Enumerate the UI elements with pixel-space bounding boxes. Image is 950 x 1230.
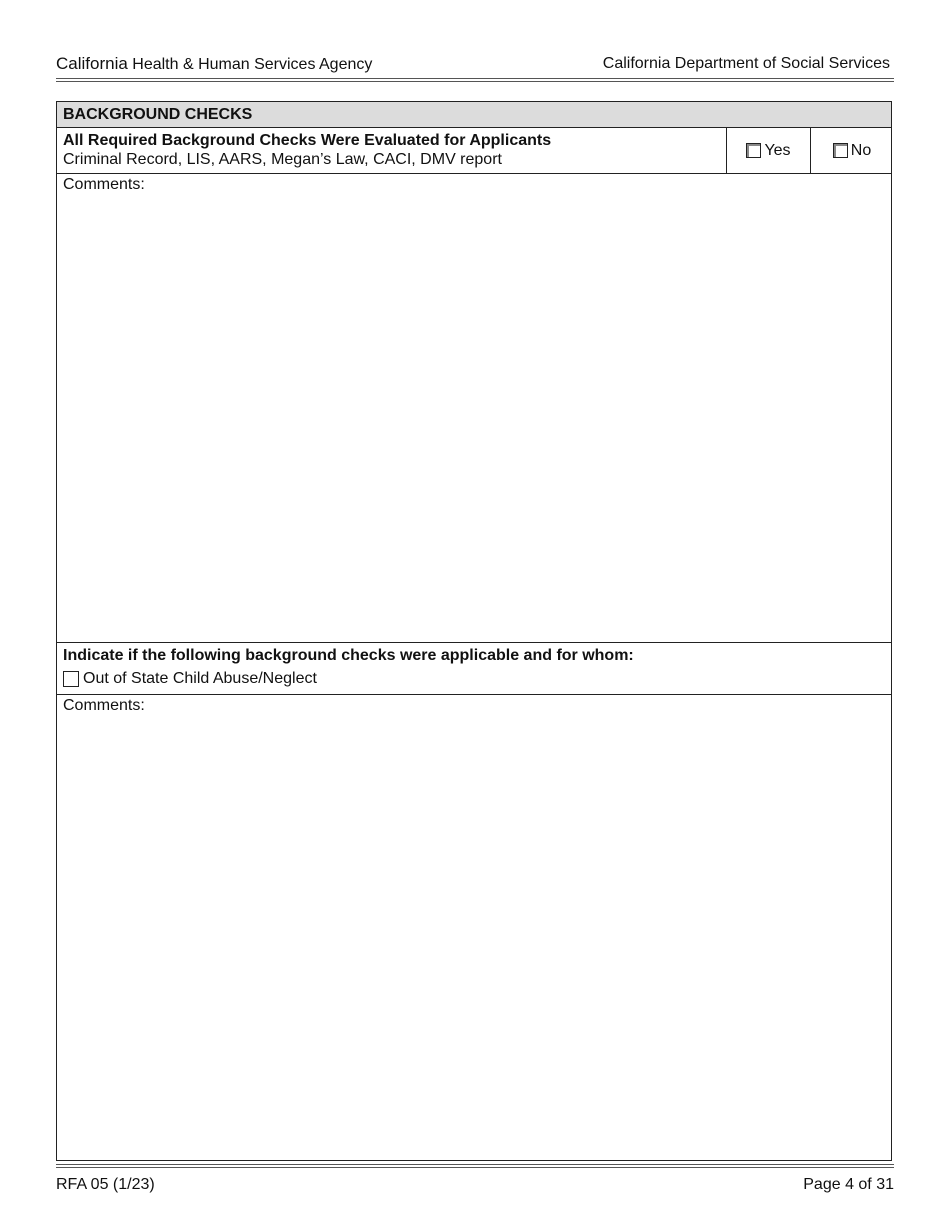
no-checkbox[interactable]	[833, 143, 848, 158]
comments-field-2[interactable]	[57, 695, 891, 1160]
page-number: Page 4 of 31	[803, 1176, 894, 1193]
yes-option[interactable]	[726, 128, 810, 173]
comments-label-1: Comments:	[63, 176, 145, 193]
no-option[interactable]	[810, 128, 893, 173]
department-name: California Department of Social Services	[602, 55, 890, 72]
out-of-state-checkbox[interactable]	[63, 671, 79, 687]
out-of-state-label: Out of State Child Abuse/Neglect	[83, 670, 317, 687]
section-title: BACKGROUND CHECKS	[57, 102, 891, 128]
out-of-state-option[interactable]	[63, 670, 317, 688]
page-header	[56, 53, 890, 75]
comments-field-1[interactable]	[57, 174, 891, 643]
form-id: RFA 05 (1/23)	[56, 1176, 155, 1193]
required-checks-list: Criminal Record, LIS, AARS, Megan’s Law, CACI, DMV report	[63, 151, 502, 168]
agency-name-rest: Health & Human Services Agency	[127, 56, 373, 73]
footer-divider-top	[56, 1164, 894, 1165]
yes-checkbox[interactable]	[746, 143, 761, 158]
no-label: No	[850, 141, 872, 159]
footer-divider-bottom	[56, 1167, 894, 1168]
header-divider-bottom	[56, 81, 894, 82]
background-checks-form	[56, 101, 892, 1161]
agency-name-state: California	[56, 54, 128, 73]
required-checks-title: All Required Background Checks Were Evaluated for Applicants	[63, 132, 552, 149]
applicable-checks-row	[57, 643, 891, 695]
required-checks-row	[57, 128, 891, 174]
required-checks-description	[63, 131, 551, 169]
agency-name	[56, 53, 372, 76]
applicable-checks-title: Indicate if the following background checks were applicable and for whom:	[63, 647, 634, 664]
header-divider-top	[56, 78, 894, 79]
comments-label-2: Comments:	[63, 697, 145, 714]
yes-label: Yes	[764, 141, 791, 159]
